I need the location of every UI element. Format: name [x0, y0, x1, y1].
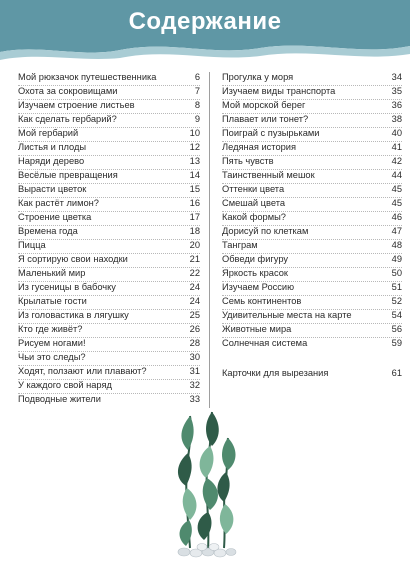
- toc-entry-page: 6: [194, 72, 200, 82]
- toc-entry-title: У каждого свой наряд: [18, 380, 112, 390]
- toc-entry[interactable]: [222, 168, 402, 183]
- toc-entry-page: 46: [391, 212, 402, 222]
- toc-entry-title: Кто где живёт?: [18, 324, 83, 334]
- toc-entry-title: Обведи фигуру: [222, 254, 289, 264]
- toc-entry[interactable]: [222, 280, 402, 295]
- toc-entry[interactable]: [222, 126, 402, 141]
- toc-entry[interactable]: [222, 140, 402, 155]
- toc-entry-title: Пицца: [18, 240, 46, 250]
- toc-entry-page: 9: [194, 114, 200, 124]
- toc-entry-title: Удивительные места на карте: [222, 310, 352, 320]
- toc-entry[interactable]: [18, 252, 200, 267]
- toc-entry-title: Танграм: [222, 240, 258, 250]
- toc-entry-title: Таинственный мешок: [222, 170, 315, 180]
- toc-entry-page: 59: [391, 338, 402, 348]
- toc-entry-page: 22: [189, 268, 200, 278]
- toc-entry[interactable]: [18, 378, 200, 393]
- toc-entry[interactable]: [18, 280, 200, 295]
- toc-entry-title: Строение цветка: [18, 212, 92, 222]
- toc-entry-title: Изучаем Россию: [222, 282, 295, 292]
- toc-entry-page: 34: [391, 72, 402, 82]
- toc-entry[interactable]: [222, 70, 402, 85]
- toc-entry-title: Наряди дерево: [18, 156, 85, 166]
- toc-entry[interactable]: [222, 196, 402, 211]
- column-divider: [209, 72, 210, 408]
- toc-entry-page: 7: [194, 86, 200, 96]
- toc-entry-page: 45: [391, 184, 402, 194]
- toc-entry-title: Рисуем ногами!: [18, 338, 86, 348]
- toc-entry[interactable]: [222, 154, 402, 169]
- toc-entry-title: Вырасти цветок: [18, 184, 87, 194]
- toc-entry-title: Дорисуй по клеткам: [222, 226, 309, 236]
- toc-entry-page: 24: [189, 282, 200, 292]
- toc-entry[interactable]: [222, 182, 402, 197]
- toc-entry-title: Изучаем строение листьев: [18, 100, 135, 110]
- toc-entry[interactable]: [18, 126, 200, 141]
- toc-entry-page: 44: [391, 170, 402, 180]
- toc-entry[interactable]: [18, 210, 200, 225]
- toc-entry-page: 18: [189, 226, 200, 236]
- toc-entry-page: 42: [391, 156, 402, 166]
- toc-entry-title: Животные мира: [222, 324, 292, 334]
- toc-entry-page: 14: [189, 170, 200, 180]
- toc-entry[interactable]: [222, 308, 402, 323]
- toc-entry-page: 13: [189, 156, 200, 166]
- toc-entry-page: 41: [391, 142, 402, 152]
- toc-entry-title: Прогулка у моря: [222, 72, 294, 82]
- toc-entry[interactable]: [18, 196, 200, 211]
- toc-entry-page: 54: [391, 310, 402, 320]
- toc-entry[interactable]: [18, 294, 200, 309]
- toc-entry-page: 56: [391, 324, 402, 334]
- toc-entry-page: 40: [391, 128, 402, 138]
- toc-entry[interactable]: [18, 364, 200, 379]
- toc-entry-page: 30: [189, 352, 200, 362]
- toc-entry-title: Солнечная система: [222, 338, 308, 348]
- toc-entry[interactable]: [222, 210, 402, 225]
- toc-entry-page: 17: [189, 212, 200, 222]
- toc-entry[interactable]: [18, 168, 200, 183]
- toc-entry-title: Как сделать гербарий?: [18, 114, 117, 124]
- toc-entry-page: 48: [391, 240, 402, 250]
- toc-entry-page: 16: [189, 198, 200, 208]
- toc-entry-title: Листья и плоды: [18, 142, 87, 152]
- toc-entry-title: Крылатые гости: [18, 296, 87, 306]
- toc-entry-title: Чьи это следы?: [18, 352, 86, 362]
- toc-entry-page: 24: [189, 296, 200, 306]
- seaweed-illustration: [168, 408, 248, 563]
- toc-entry-page: 21: [189, 254, 200, 264]
- toc-entry-page: 25: [189, 310, 200, 320]
- toc-entry-cards[interactable]: [222, 366, 402, 381]
- toc-entry[interactable]: [18, 238, 200, 253]
- toc-entry[interactable]: [222, 252, 402, 267]
- toc-entry-page: 52: [391, 296, 402, 306]
- toc-entry-title: Как растёт лимон?: [18, 198, 99, 208]
- toc-entry-page: 8: [194, 100, 200, 110]
- seaweed-icon: [168, 408, 248, 558]
- toc-entry-title: Времена года: [18, 226, 78, 236]
- toc-entry-title: Мой рюкзачок путешественника: [18, 72, 157, 82]
- toc-entry[interactable]: [18, 350, 200, 365]
- toc-entry-page: 28: [189, 338, 200, 348]
- toc-entry-title: Пять чувств: [222, 156, 274, 166]
- toc-entry-page: 32: [189, 380, 200, 390]
- toc-entry[interactable]: [18, 336, 200, 351]
- toc-entry-title: Я сортирую свои находки: [18, 254, 128, 264]
- toc-entry-page: 36: [391, 100, 402, 110]
- toc-entry[interactable]: [18, 112, 200, 127]
- toc-entry-page: 10: [189, 128, 200, 138]
- toc-entry-page: 61: [391, 368, 402, 378]
- toc-entry-title: Мой морской берег: [222, 100, 306, 110]
- toc-entry[interactable]: [18, 84, 200, 99]
- toc-entry-title: Оттенки цвета: [222, 184, 285, 194]
- toc-entry[interactable]: [222, 266, 402, 281]
- toc-entry[interactable]: [18, 154, 200, 169]
- toc-entry-title: Весёлые превращения: [18, 170, 118, 180]
- toc-entry-page: 15: [189, 184, 200, 194]
- toc-entry-title: Из головастика в лягушку: [18, 310, 129, 320]
- toc-entry[interactable]: [222, 336, 402, 351]
- toc-entry-page: 38: [391, 114, 402, 124]
- toc-entry-title: Ледяная история: [222, 142, 297, 152]
- toc-entry[interactable]: [18, 140, 200, 155]
- toc-entry-page: 31: [189, 366, 200, 376]
- toc-entry-title: Смешай цвета: [222, 198, 286, 208]
- toc-entry-title: Из гусеницы в бабочку: [18, 282, 116, 292]
- toc-entry[interactable]: [222, 294, 402, 309]
- toc-entry[interactable]: [18, 308, 200, 323]
- page-title: Содержание: [128, 8, 282, 35]
- toc-entry-page: 33: [189, 394, 200, 404]
- toc-entry-title: Мой гербарий: [18, 128, 79, 138]
- toc-entry[interactable]: [18, 98, 200, 113]
- toc-entry-page: 45: [391, 198, 402, 208]
- toc-entry-title: Семь континентов: [222, 296, 302, 306]
- toc-entry-title: Подводные жители: [18, 394, 101, 404]
- header-banner: [0, 0, 410, 62]
- toc-entry-title: Поиграй с пузырьками: [222, 128, 320, 138]
- toc-entry-page: 35: [391, 86, 402, 96]
- toc-entry[interactable]: [18, 70, 200, 85]
- toc-entry-page: 20: [189, 240, 200, 250]
- toc-entry[interactable]: [222, 224, 402, 239]
- toc-entry-page: 26: [189, 324, 200, 334]
- toc-entry-title: Карточки для вырезания: [222, 368, 329, 378]
- toc-entry-title: Охота за сокровищами: [18, 86, 118, 96]
- toc-entry[interactable]: [222, 112, 402, 127]
- toc-entry-title: Ходят, ползают или плавают?: [18, 366, 147, 376]
- toc-entry-title: Изучаем виды транспорта: [222, 86, 336, 96]
- toc-entry[interactable]: [222, 98, 402, 113]
- toc-entry[interactable]: [18, 182, 200, 197]
- toc-entry[interactable]: [222, 84, 402, 99]
- toc-entry[interactable]: [222, 322, 402, 337]
- toc-entry-page: 50: [391, 268, 402, 278]
- toc-entry[interactable]: [18, 224, 200, 239]
- toc-entry-page: 49: [391, 254, 402, 264]
- toc-entry[interactable]: [18, 322, 200, 337]
- toc-entry-page: 12: [189, 142, 200, 152]
- toc-entry[interactable]: [18, 266, 200, 281]
- toc-entry-title: Плавает или тонет?: [222, 114, 309, 124]
- toc-entry-page: 47: [391, 226, 402, 236]
- toc-entry-title: Какой формы?: [222, 212, 286, 222]
- toc-entry-page: 51: [391, 282, 402, 292]
- toc-entry-title: Маленький мир: [18, 268, 86, 278]
- toc-entry[interactable]: [222, 238, 402, 253]
- toc-entry-title: Яркость красок: [222, 268, 288, 278]
- toc-entry[interactable]: [18, 392, 200, 407]
